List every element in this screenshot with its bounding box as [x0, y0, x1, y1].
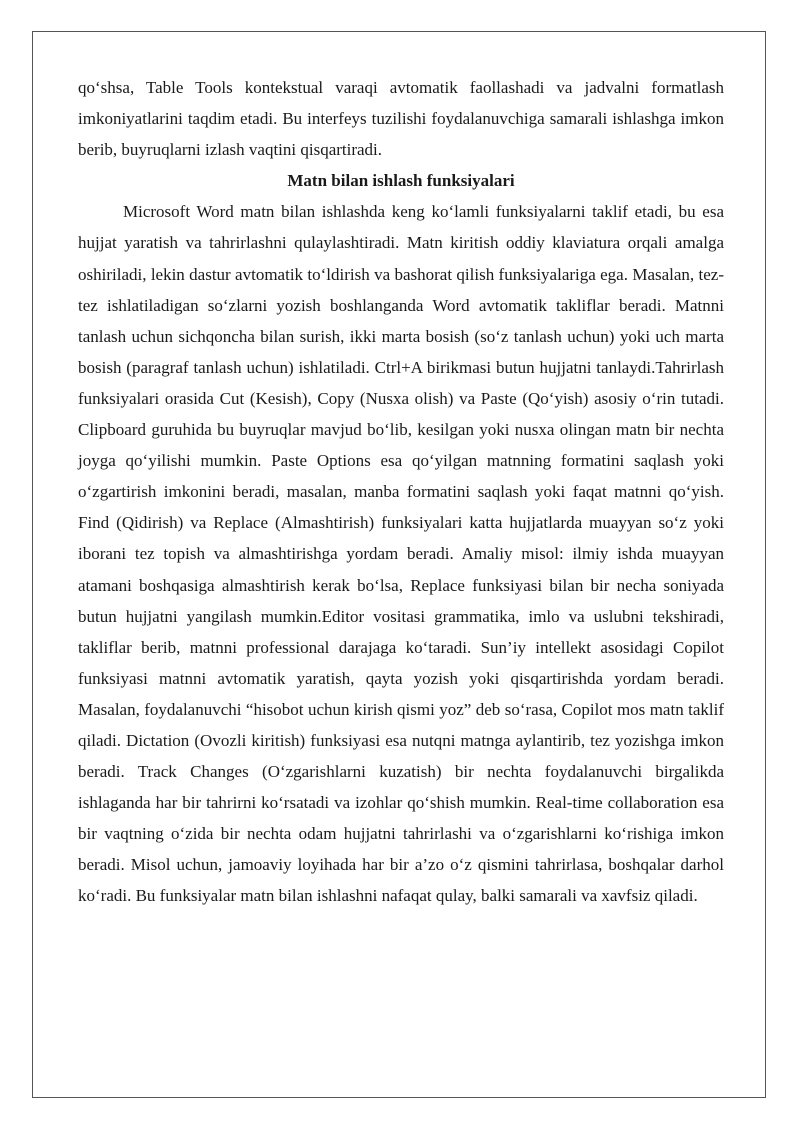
- body-paragraph: Microsoft Word matn bilan ishlashda keng ko‘lamli funksiyalarni taklif etadi, bu esa hujjat yaratish va tahrirlashni qulaylashtiradi. Matn kiritish oddiy klaviatura orqali amalga oshiriladi, lekin dastur avtomatik to‘ldirish va bashorat qilish funksiyalariga ega. Masalan, tez-tez ishlatiladigan so‘zlarni yozish boshlanganda Word avtomatik takliflar beradi. Matnni tanlash uchun sichqoncha bilan surish, ikki marta bosish (so‘z tanlash uchun) yoki uch marta bosish (paragraf tanlash uchun) ishlatiladi. Ctrl+A birikmasi butun hujjatni tanlaydi.Tahrirlash funksiyalari orasida Cut (Kesish), Copy (Nusxa olish) va Paste (Qo‘yish) asosiy o‘rin tutadi. Clipboard guruhida bu buyruqlar mavjud bo‘lib, kesilgan yoki nusxa olingan matn bir nechta joyga qo‘yilishi mumkin. Paste Options esa qo‘yilgan matnning formatini saqlash yoki o‘zgartirish imkonini beradi, masalan, manba formatini saqlash yoki faqat matnni qo‘yish. Find (Qidirish) va Replace (Almashtirish) funksiyalari katta hujjatlarda muayyan so‘z yoki iborani tez topish va almashtirishga yordam beradi. Amaliy misol: ilmiy ishda muayyan atamani boshqasiga almashtirish kerak bo‘lsa, Replace funksiyasi bilan bir necha soniyada butun hujjatni yangilash mumkin.Editor vositasi grammatika, imlo va uslubni tekshiradi, takliflar berib, matnni professional darajaga ko‘taradi. Sun’iy intellekt asosidagi Copilot funksiyasi matnni avtomatik yaratish, qayta yozish yoki qisqartirishda yordam beradi. Masalan, foydalanuvchi “hisobot uchun kirish qismi yoz” deb so‘rasa, Copilot mos matn taklif qiladi. Dictation (Ovozli kiritish) funksiyasi esa nutqni matnga aylantirib, tez yozishga imkon beradi. Track Changes (O‘zgarishlarni kuzatish) bir nechta foydalanuvchi birgalikda ishlaganda har bir tahrirni ko‘rsatadi va izohlar qo‘shish mumkin. Real-time collaboration esa bir vaqtning o‘zida bir nechta odam hujjatni tahrirlashi va o‘zgarishlarni ko‘rishiga imkon beradi. Misol uchun, jamoaviy loyihada har bir a’zo o‘z qismini tahrirlasa, boshqalar darhol ko‘radi. Bu funksiyalar matn bilan ishlashni nafaqat qulay, balki samarali va xavfsiz qiladi.: [78, 202, 724, 906]
- intro-paragraph: qo‘shsa, Table Tools kontekstual varaqi avtomatik faollashadi va jadvalni formatlash imkoniyatlarini taqdim etadi. Bu interfeys tuzilishi foydalanuvchiga samarali ishlashga imkon berib, buyruqlarni izlash vaqtini qisqartiradi.: [78, 78, 724, 160]
- section-heading: Matn bilan ishlash funksiyalari: [287, 171, 515, 191]
- document-body: [78, 72, 724, 912]
